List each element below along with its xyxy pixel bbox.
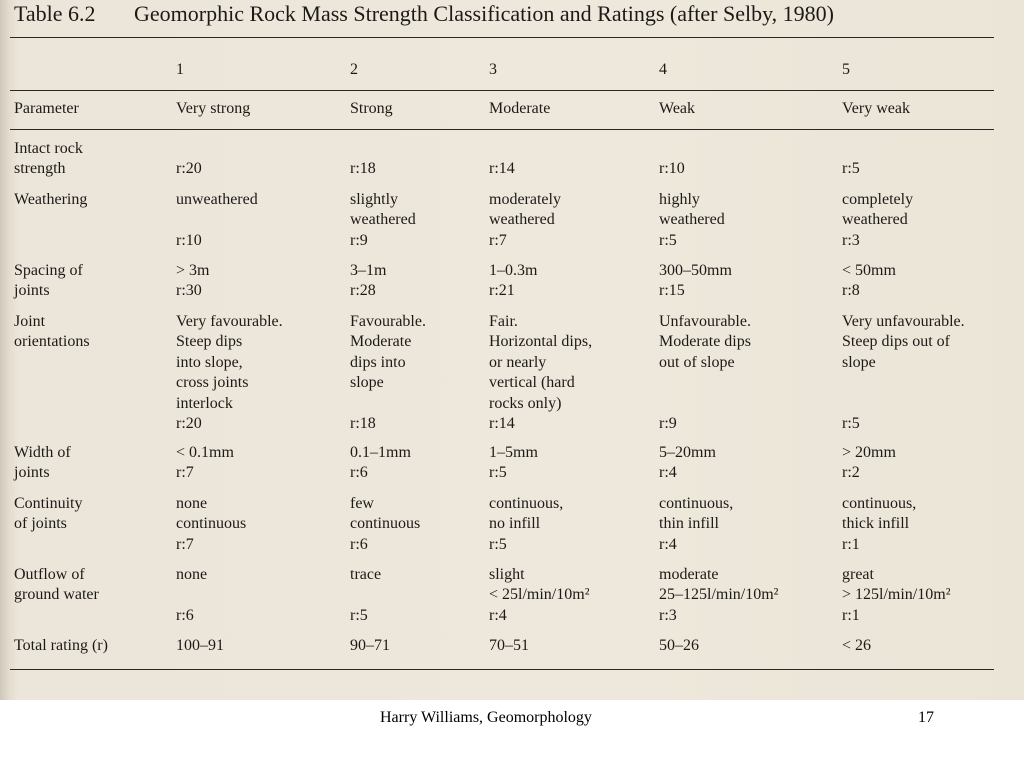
parameter-label: Joint orientations bbox=[14, 313, 90, 351]
class-header-2: Strong bbox=[350, 100, 393, 117]
rating-cell: r:14 bbox=[489, 160, 515, 178]
rating-cell: unweathered r:10 bbox=[176, 191, 258, 249]
class-header-5: Very weak bbox=[842, 100, 910, 117]
total-rating-cell: 50–26 bbox=[659, 637, 699, 654]
rating-cell: continuous, thin infill r:4 bbox=[659, 495, 734, 553]
rating-cell: none continuous r:7 bbox=[176, 495, 247, 553]
parameter-label: Spacing of joints bbox=[14, 262, 83, 300]
rating-cell: 1–5mm r:5 bbox=[489, 444, 538, 482]
rating-cell: great > 125l/min/10m² r:1 bbox=[842, 566, 951, 624]
column-number-5: 5 bbox=[842, 61, 850, 78]
rating-cell: < 50mm r:8 bbox=[842, 262, 896, 300]
column-number-1: 1 bbox=[176, 61, 184, 78]
column-number-4: 4 bbox=[659, 61, 667, 78]
rating-cell: Very favourable. Steep dips into slope, cross joints interlock r:20 bbox=[176, 313, 283, 433]
rating-cell: Very unfavourable. Steep dips out of slope r:5 bbox=[842, 313, 965, 433]
rating-cell: r:10 bbox=[659, 160, 685, 178]
rating-cell: none r:6 bbox=[176, 566, 208, 624]
total-rating-cell: 70–51 bbox=[489, 637, 529, 654]
table-number: Table 6.2 bbox=[14, 1, 96, 26]
class-header-4: Weak bbox=[659, 100, 696, 117]
parameter-label: Continuity of joints bbox=[14, 495, 83, 533]
rating-cell: Fair. Horizontal dips, or nearly vertical (hard rocks only) r:14 bbox=[489, 313, 593, 433]
rating-cell: r:18 bbox=[350, 160, 376, 178]
rating-cell: 1–0.3m r:21 bbox=[489, 262, 538, 300]
rating-cell: r:20 bbox=[176, 160, 202, 178]
table-title bbox=[14, 0, 834, 28]
total-rating-cell: 100–91 bbox=[176, 637, 224, 654]
footer-text: Harry Williams, Geomorphology bbox=[380, 709, 592, 726]
rating-cell: Unfavourable. Moderate dips out of slope r:9 bbox=[659, 313, 751, 433]
total-rating-cell: 90–71 bbox=[350, 637, 390, 654]
rating-cell: trace r:5 bbox=[350, 566, 382, 624]
rating-cell: 5–20mm r:4 bbox=[659, 444, 716, 482]
rule-header-mid bbox=[10, 90, 994, 91]
rating-cell: moderately weathered r:7 bbox=[489, 191, 561, 249]
rating-cell: > 20mm r:2 bbox=[842, 444, 896, 482]
table-caption: Geomorphic Rock Mass Strength Classification and Ratings (after Selby, 1980) bbox=[134, 1, 835, 26]
rating-cell: 0.1–1mm r:6 bbox=[350, 444, 411, 482]
rating-cell: continuous, thick infill r:1 bbox=[842, 495, 917, 553]
class-header-3: Moderate bbox=[489, 100, 551, 117]
rating-cell: < 0.1mm r:7 bbox=[176, 444, 234, 482]
class-header-1: Very strong bbox=[176, 100, 251, 117]
rating-cell: 300–50mm r:15 bbox=[659, 262, 732, 300]
rating-cell: completely weathered r:3 bbox=[842, 191, 914, 249]
rating-cell: r:5 bbox=[842, 160, 860, 178]
parameter-label: Intact rock strength bbox=[14, 140, 83, 178]
rating-cell: few continuous r:6 bbox=[350, 495, 421, 553]
rating-cell: highly weathered r:5 bbox=[659, 191, 725, 249]
parameter-header: Parameter bbox=[14, 100, 79, 117]
rating-cell: Favourable. Moderate dips into slope r:18 bbox=[350, 313, 426, 433]
column-number-3: 3 bbox=[489, 61, 497, 78]
rating-cell: moderate 25–125l/min/10m² r:3 bbox=[659, 566, 779, 624]
parameter-label: Width of joints bbox=[14, 444, 71, 482]
rating-cell: slight < 25l/min/10m² r:4 bbox=[489, 566, 590, 624]
column-number-2: 2 bbox=[350, 61, 358, 78]
rule-bottom bbox=[10, 669, 994, 670]
rating-cell: 3–1m r:28 bbox=[350, 262, 387, 300]
rating-cell: continuous, no infill r:5 bbox=[489, 495, 564, 553]
parameter-label: Weathering bbox=[14, 191, 88, 208]
total-rating-cell: < 26 bbox=[842, 637, 872, 654]
rating-cell: > 3m r:30 bbox=[176, 262, 210, 300]
rule-top bbox=[10, 37, 994, 38]
total-rating-label: Total rating (r) bbox=[14, 637, 108, 654]
rule-header-bottom bbox=[10, 129, 994, 130]
rating-cell: slightly weathered r:9 bbox=[350, 191, 416, 249]
page-number: 17 bbox=[918, 709, 934, 726]
parameter-label: Outflow of ground water bbox=[14, 566, 99, 604]
